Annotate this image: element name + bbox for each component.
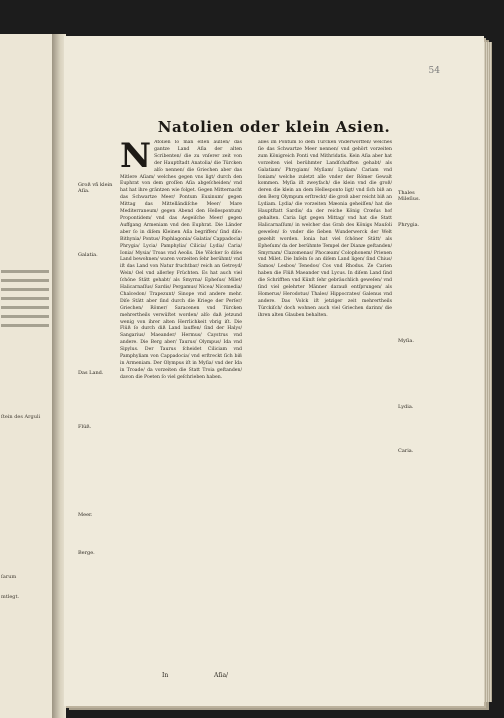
text-line [1,288,49,291]
left-page-note: mtlegt. [1,594,20,600]
margin-note: Flüß. [78,424,92,430]
left-page-note: ſtein des Arguli [1,414,41,420]
margin-note: Lydia. [398,404,414,410]
margin-note: Groß vñ klein Aſia. [78,182,113,194]
page-number: 54 [428,66,440,76]
text-column-left [120,140,242,668]
margin-note: Myſia. [398,338,414,344]
text-line [1,315,49,318]
text-line [1,297,49,300]
text-line [1,306,49,309]
right-page [64,36,484,706]
text-column-right [258,140,392,638]
left-page-fragment [0,34,53,718]
signature-mark: In [162,672,169,679]
margin-note: Meer. [78,512,93,518]
page-stack-edge [484,42,492,702]
margin-note: Caria. [398,448,414,454]
text-line [1,270,49,273]
margin-note: Thales Mileſius. [398,190,421,202]
text-line [1,279,49,282]
body-text: alles im Pontum ſo dem Türcken vnderworffen/ welches ſie das Schwartze Meer nennen/ vnd gehört vorzeiten zum Königreich Ponti vnd Mithridatis. Kein Aſia aber hat vorzeiten viel berühmter Landſchafften gehabt/ als Galatiam/ Phrygiam/ Myſiam/ Lydiam/ Cariam vnd Ioniam/ welche zuletzt alle vnder der Römer Gewalt kommen. Myſia iſt zweyfach/ die klein vnd die groß/ deren die klein an dem Hellesponto ligt/ vnd ſich biß an den Berg Olympum erſtreckt/ die groß aber reicht biß an Lydiam. Lydia/ die vorzeiten Mæonia geheiſſen/ hat die Hauptſtatt Sardis/ da der reiche König Crœſus hof gehalten. Caria ligt gegen Mittag/ vnd hat die Statt Halicarnaſſum/ in welcher das Grab des Königs Mauſoli geweſen/ ſo vnder die ſieben Wunderwerck der Welt gezehlt worden. Ionia hat viel ſchöner Stätt/ als Epheſum/ da der berühmte Tempel der Dianæ geſtanden/ Smyrnam/ Clazomenas/ Phocæam/ Colophonem/ Prienen vnd Milet. Die Inſeln ſo an diſem Land ligen/ ſind Chius/ Samos/ Lesbos/ Tenedos/ Cos vnd Rhodus. Ze Carien haben die Flüß Maeander vnd Lycus. In diſem Land ſind die Schrifften vnd Künſt ſehr gebräuchlich geweſen/ vnd ſind viel gelehrter Männer darauß entſprungen/ als Homerus/ Herodotus/ Thales/ Hippocrates/ Galenus vnd andere. Das Volck iſt jetziger zeit mehrertheils Türckiſch/ doch wohnen auch viel Griechen darinn/ die ihren alten Glauben behalten. [258,140,392,318]
margin-note: Das Land. [78,370,104,376]
drop-cap: N [120,140,152,176]
page-title: Natolien oder klein Asien. [157,118,391,136]
margin-note: Phrygia. [398,222,420,228]
body-text: Atolien ſo man eſſen auſſen/ das gantze Land Aſia der alten Scribenten/ die zu vnſerer zeit von der Hauptſtadt Anatolia/ die Türcken alſo nennen/ die Griechen aber das Mitlere Aſiam/ welches gegen vns ligt/ durch den Euphrat von dem groſſen Aſia abgeſcheiden/ vnd hat hat ihre gräntzen wie folget. Gegen Mitternacht das Schwartze Meer/ Pontum Euxinum/ gegen Mittag das Mittelländiſche Meer/ Mare Mediterraneum/ gegen Abend den Hellespontum/ Propontidem/ vnd das Aegeiſche Meer/ gegen Auffgang Armeniam vnd den Euphrat. Die Länder aber ſo in diſem Kleinen Aſia begriffen/ ſind diſe: Bithynia/ Pontus/ Paphlagonia/ Galatia/ Cappadocia/ Phrygia/ Lycia/ Pamphylia/ Cilicia/ Lydia/ Caria/ Ionia/ Mysia/ Troas vnd Aeolis. Die Völcker ſo diſes Land bewohnen/ waren vorzeiten ſehr berühmt/ vnd iſt das Land von Natur fruchtbar/ reich an Getreyd/ Wein/ Oel vnd allerley Früchten. Es hat auch viel ſchöne Stätt gehabt/ als Smyrna/ Epheſus/ Milet/ Halicarnaſſus/ Sardis/ Pergamus/ Nicea/ Nicomedia/ Chalcedon/ Trapezunt/ Sinope vnd andere mehr. Diſe Stätt aber ſind durch die Kriege der Perſer/ Griechen/ Römer/ Saracenen vnd Türcken mehrertheils verwüſtet worden/ alſo daß jetzund wenig von ihrer alten Herrlichkeit vbrig iſt. Die Flüß ſo durch diß Land lauffen/ ſind der Halys/ Sangarius/ Maeander/ Hermus/ Caystrus vnd andere. Die Berg aber/ Taurus/ Olympus/ Ida vnd Sipylus. Der Taurus ſcheidet Ciliciam vnd Pamphyliam von Cappadocia/ vnd erſtreckt ſich biß in Armeniam. Der Olympus iſt in Myſia/ vnd der Ida in Troade/ da vorzeiten die Statt Troia geſtanden/ davon die Poeten ſo viel geſchrieben haben. [120,140,242,380]
margin-note: Galatia. [78,252,98,258]
margin-note: Berge. [78,550,95,556]
catchword: Aſia/ [214,672,229,679]
text-line [1,324,49,327]
left-page-note: ſarum [1,574,17,580]
left-page-text-lines [1,270,49,333]
